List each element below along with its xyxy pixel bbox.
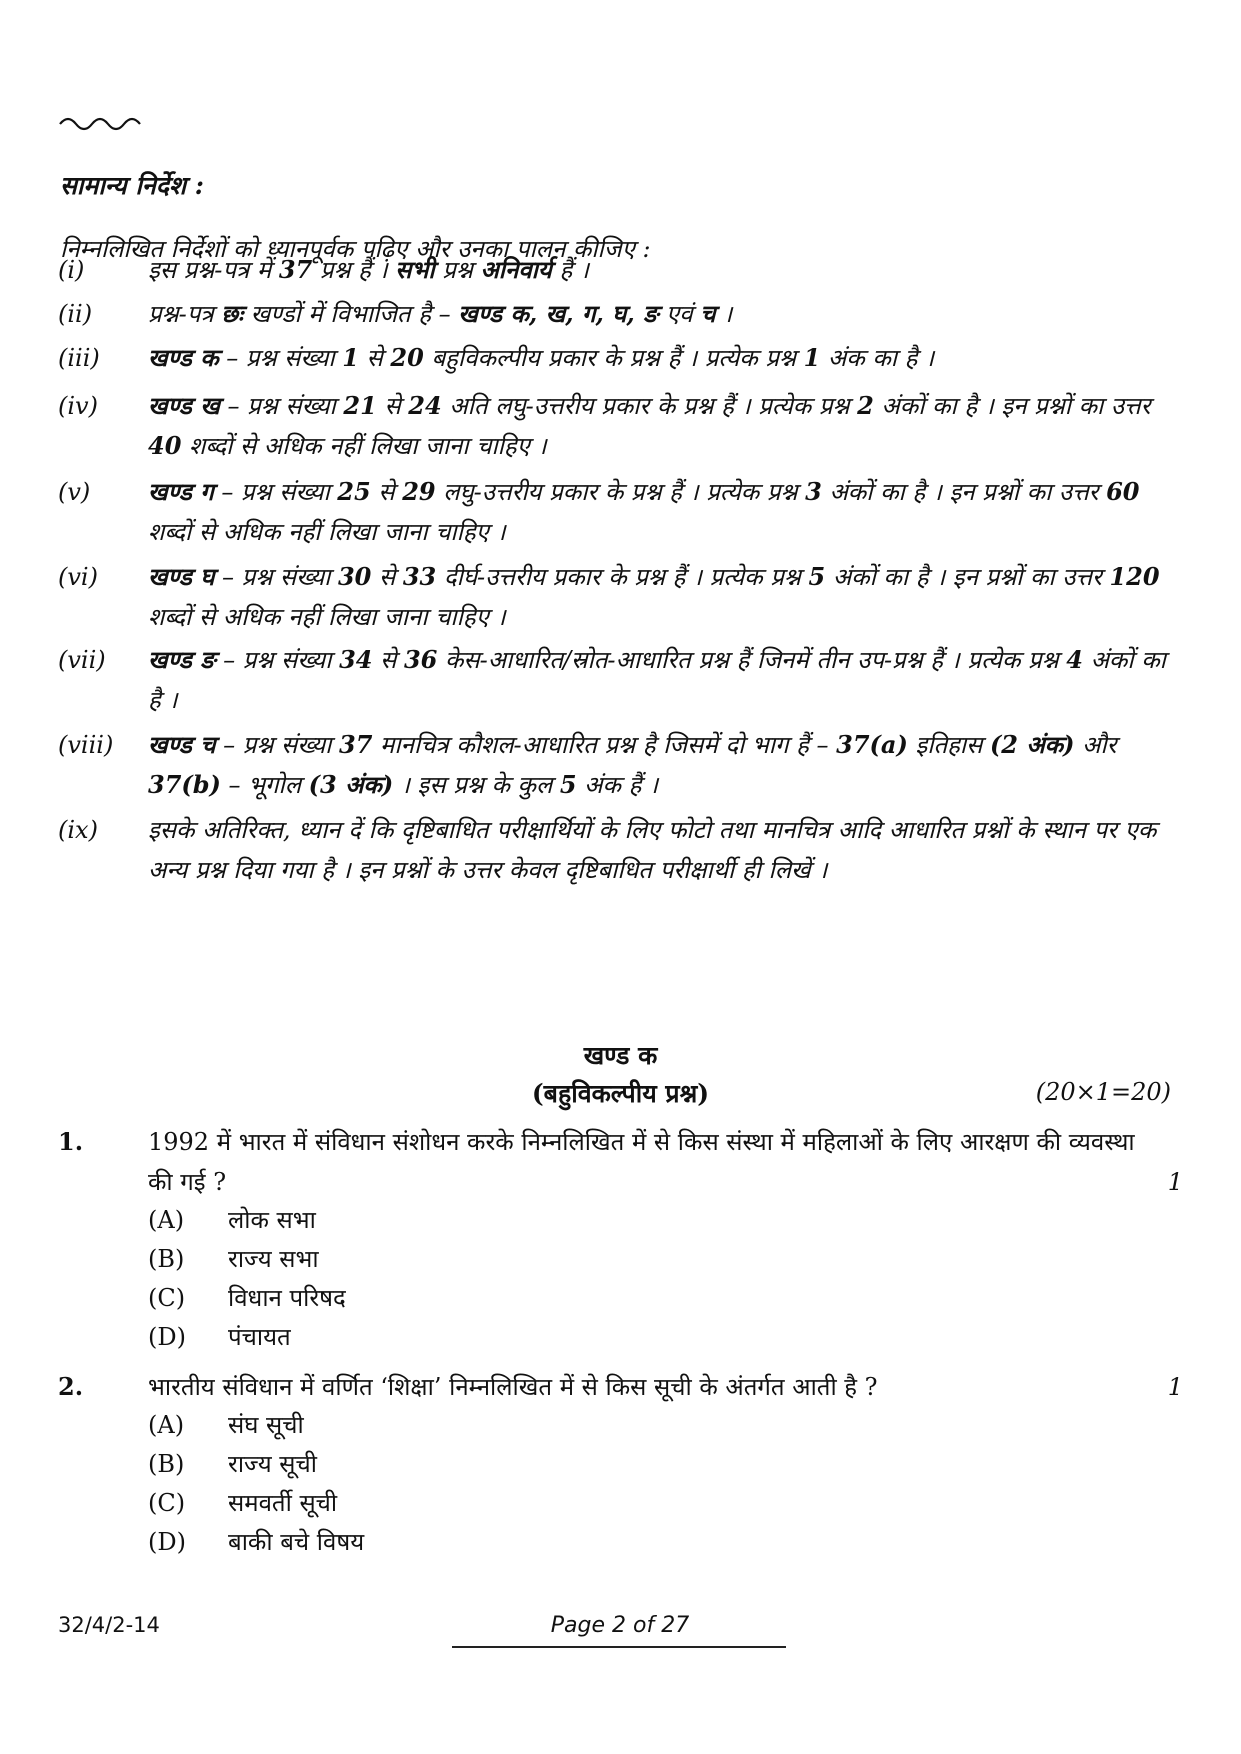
instruction-text xyxy=(148,810,1183,890)
option-item xyxy=(148,1445,317,1483)
instruction-segment: प्रश्न xyxy=(434,256,481,284)
instruction-text xyxy=(148,640,1183,720)
instruction-segment: एवं xyxy=(658,300,701,328)
instruction-emphasis: 40 xyxy=(148,431,182,460)
question-item xyxy=(58,1367,1183,1407)
instruction-segment: अंकों का है । इन प्रश्नों का उत्तर xyxy=(825,563,1110,591)
instruction-text xyxy=(148,386,1183,466)
instruction-segment: – प्रश्न संख्या xyxy=(214,563,338,591)
instruction-segment: बहुविकल्पीय प्रकार के प्रश्न हैं । प्रत्येक प्रश्न xyxy=(423,344,804,372)
instruction-emphasis: 5 xyxy=(808,562,826,591)
instruction-segment: से xyxy=(370,478,403,506)
instruction-segment: । xyxy=(715,300,733,328)
instruction-segment: अंक हैं । xyxy=(576,771,659,799)
option-text: बाकी बचे विषय xyxy=(228,1528,365,1556)
instruction-segment: खण्डों में विभाजित है – xyxy=(242,300,459,328)
instruction-emphasis: 24 xyxy=(408,391,442,420)
instruction-emphasis: (2 अंक) xyxy=(989,730,1075,759)
instruction-text xyxy=(148,294,1183,334)
instruction-text xyxy=(148,557,1183,637)
wavy-decoration-icon xyxy=(58,110,158,136)
instruction-emphasis: 5 xyxy=(559,770,577,799)
instruction-emphasis: खण्ड च xyxy=(148,730,216,759)
instruction-segment: – प्रश्न संख्या xyxy=(215,731,340,759)
instruction-emphasis: 37(a) xyxy=(836,730,908,759)
question-marks: 1 xyxy=(1167,1168,1183,1196)
instruction-emphasis: खण्ड क, ख, ग, घ, ङ xyxy=(458,299,659,328)
instruction-item xyxy=(58,338,1183,378)
instruction-item xyxy=(58,810,1183,890)
instruction-segment: और xyxy=(1074,731,1117,759)
instruction-number: (ii) xyxy=(58,300,93,328)
option-text: संघ सूची xyxy=(228,1411,304,1439)
option-label: (C) xyxy=(148,1284,186,1312)
instruction-emphasis: च xyxy=(700,299,716,328)
instruction-emphasis: 60 xyxy=(1106,477,1140,506)
option-text: पंचायत xyxy=(228,1323,291,1351)
instruction-segment: अंकों का है । इन प्रश्नों का उत्तर xyxy=(821,478,1107,506)
instruction-segment: से xyxy=(376,392,409,420)
option-item xyxy=(148,1318,291,1356)
option-item xyxy=(148,1406,304,1444)
section-marks: (20×1=20) xyxy=(1035,1078,1171,1106)
option-item xyxy=(148,1523,364,1561)
question-number: 1. xyxy=(58,1127,84,1156)
instruction-number: (ix) xyxy=(58,816,98,844)
instructions-intro: निम्नलिखित निर्देशों को ध्यानपूर्वक पढ़िए और उनका पालन कीजिए : xyxy=(60,235,651,263)
instruction-segment: मानचित्र कौशल-आधारित प्रश्न है जिसमें दो भाग हैं – xyxy=(372,731,837,759)
instruction-segment: शब्दों से अधिक नहीं लिखा जाना चाहिए । xyxy=(148,603,506,631)
instruction-emphasis: 25 xyxy=(337,477,371,506)
instruction-segment: इस प्रश्न-पत्र में xyxy=(148,256,279,284)
instruction-emphasis: 21 xyxy=(343,391,377,420)
question-number: 2. xyxy=(58,1372,84,1401)
option-label: (D) xyxy=(148,1528,186,1556)
option-item xyxy=(148,1240,319,1278)
instruction-emphasis: 1 xyxy=(803,343,821,372)
instruction-item xyxy=(58,472,1183,552)
option-text: विधान परिषद xyxy=(228,1284,346,1312)
instruction-text xyxy=(148,338,1183,378)
instruction-segment: हैं । xyxy=(551,256,589,284)
option-text: राज्य सभा xyxy=(228,1245,319,1273)
question-marks: 1 xyxy=(1167,1373,1183,1401)
instruction-segment: शब्दों से अधिक नहीं लिखा जाना चाहिए । xyxy=(148,518,506,546)
instruction-segment: अंक का है । xyxy=(820,344,935,372)
instruction-item xyxy=(58,250,1183,290)
question-text: 1992 में भारत में संविधान संशोधन करके निम्नलिखित में से किस संस्था में महिलाओं के लिए आरक्षण की व्यवस्था की गई ? xyxy=(148,1128,1135,1196)
option-label: (A) xyxy=(148,1206,185,1234)
page-number: Page 2 of 27 xyxy=(550,1613,690,1638)
instruction-emphasis: 20 xyxy=(390,343,424,372)
instruction-item xyxy=(58,725,1183,805)
section-title: खण्ड क xyxy=(583,1041,658,1070)
instruction-number: (iv) xyxy=(58,392,98,420)
instruction-segment: प्रश्न हैं । xyxy=(312,256,396,284)
instruction-segment: से xyxy=(358,344,391,372)
option-label: (D) xyxy=(148,1323,186,1351)
instruction-number: (i) xyxy=(58,256,85,284)
instruction-emphasis: (3 अंक) xyxy=(308,770,394,799)
instruction-segment: – प्रश्न संख्या xyxy=(218,344,343,372)
option-label: (B) xyxy=(148,1245,185,1273)
option-label: (A) xyxy=(148,1411,185,1439)
instruction-segment: इतिहास xyxy=(907,731,990,759)
instruction-emphasis: खण्ड घ xyxy=(148,562,215,591)
instruction-text xyxy=(148,725,1183,805)
option-item xyxy=(148,1484,337,1522)
instruction-emphasis: 2 xyxy=(857,391,874,420)
instruction-emphasis: खण्ड ग xyxy=(148,477,214,506)
section-subtitle: (बहुविकल्पीय प्रश्न) xyxy=(531,1079,710,1108)
instruction-emphasis: 37 xyxy=(278,255,313,284)
instruction-segment: दीर्घ-उत्तरीय प्रकार के प्रश्न हैं । प्रत्येक प्रश्न xyxy=(436,563,809,591)
instruction-emphasis: खण्ड ङ xyxy=(148,645,216,674)
instruction-number: (vi) xyxy=(58,563,98,591)
instruction-emphasis: खण्ड क xyxy=(148,343,219,372)
instruction-segment: शब्दों से अधिक नहीं लिखा जाना चाहिए । xyxy=(181,432,547,460)
instruction-emphasis: 33 xyxy=(402,562,437,591)
instruction-number: (iii) xyxy=(58,344,100,372)
instruction-segment: इसके अतिरिक्त, ध्यान दें कि दृष्टिबाधित परीक्षार्थियों के लिए फोटो तथा मानचित्र आदि आधारित प्रश्नों के स्थान पर एक अन्य प्रश्न दिया गया है । इन प्रश्नों के उत्तर केवल दृष्टिबाधित परीक्षार्थी ही लिखें । xyxy=(148,816,1157,884)
instruction-segment: – प्रश्न संख्या xyxy=(219,392,344,420)
instruction-emphasis: 120 xyxy=(1109,562,1160,591)
option-text: राज्य सूची xyxy=(228,1450,317,1478)
instruction-segment: से xyxy=(372,646,404,674)
option-label: (B) xyxy=(148,1450,185,1478)
instruction-number: (vii) xyxy=(58,646,106,674)
instruction-segment: प्रश्न-पत्र xyxy=(148,300,222,328)
instruction-segment: – प्रश्न संख्या xyxy=(215,646,340,674)
instruction-emphasis: सभी xyxy=(395,255,435,284)
instruction-emphasis: छः xyxy=(221,299,243,328)
footer-divider xyxy=(452,1646,786,1648)
instruction-segment: – प्रश्न संख्या xyxy=(213,478,338,506)
instruction-item xyxy=(58,557,1183,637)
instruction-emphasis: 37 xyxy=(339,730,373,759)
instruction-emphasis: 37(b) xyxy=(148,770,221,799)
instruction-emphasis: खण्ड ख xyxy=(148,391,220,420)
question-item xyxy=(58,1122,1183,1202)
option-text: समवर्ती सूची xyxy=(228,1489,338,1517)
instruction-text xyxy=(148,472,1183,552)
instruction-emphasis: 29 xyxy=(402,477,436,506)
option-item xyxy=(148,1279,346,1317)
instruction-emphasis: 4 xyxy=(1066,645,1083,674)
instruction-segment: से xyxy=(371,563,403,591)
instruction-segment: अंकों का है । इन प्रश्नों का उत्तर xyxy=(873,392,1151,420)
general-instructions-heading: सामान्य निर्देश : xyxy=(60,171,204,200)
instruction-number: (viii) xyxy=(58,731,114,759)
instruction-segment: लघु-उत्तरीय प्रकार के प्रश्न हैं । प्रत्येक प्रश्न xyxy=(435,478,806,506)
question-text: भारतीय संविधान में वर्णित ‘शिक्षा’ निम्नलिखित में से किस सूची के अंतर्गत आती है ? xyxy=(148,1373,878,1401)
instruction-segment: । इस प्रश्न के कुल xyxy=(393,771,560,799)
option-text: लोक सभा xyxy=(228,1206,316,1234)
instruction-item xyxy=(58,294,1183,334)
instruction-item xyxy=(58,386,1183,466)
instruction-item xyxy=(58,640,1183,720)
instruction-emphasis: 3 xyxy=(805,477,822,506)
instruction-emphasis: 30 xyxy=(337,562,372,591)
instruction-emphasis: 36 xyxy=(403,645,438,674)
instruction-number: (v) xyxy=(58,478,91,506)
instruction-text xyxy=(148,250,1183,290)
instruction-emphasis: अनिवार्य xyxy=(480,255,552,284)
instruction-segment: अति लघु-उत्तरीय प्रकार के प्रश्न हैं । प्रत्येक प्रश्न xyxy=(441,392,858,420)
instruction-emphasis: 1 xyxy=(342,343,359,372)
option-item xyxy=(148,1201,316,1239)
instruction-emphasis: 34 xyxy=(339,645,373,674)
instruction-segment: केस-आधारित/स्रोत-आधारित प्रश्न हैं जिनमें तीन उप-प्रश्न हैं । प्रत्येक प्रश्न xyxy=(437,646,1067,674)
paper-code: 32/4/2-14 xyxy=(58,1613,160,1637)
instruction-segment: अंकों का है । xyxy=(148,646,1166,714)
option-label: (C) xyxy=(148,1489,186,1517)
instruction-segment: – भूगोल xyxy=(220,771,309,799)
